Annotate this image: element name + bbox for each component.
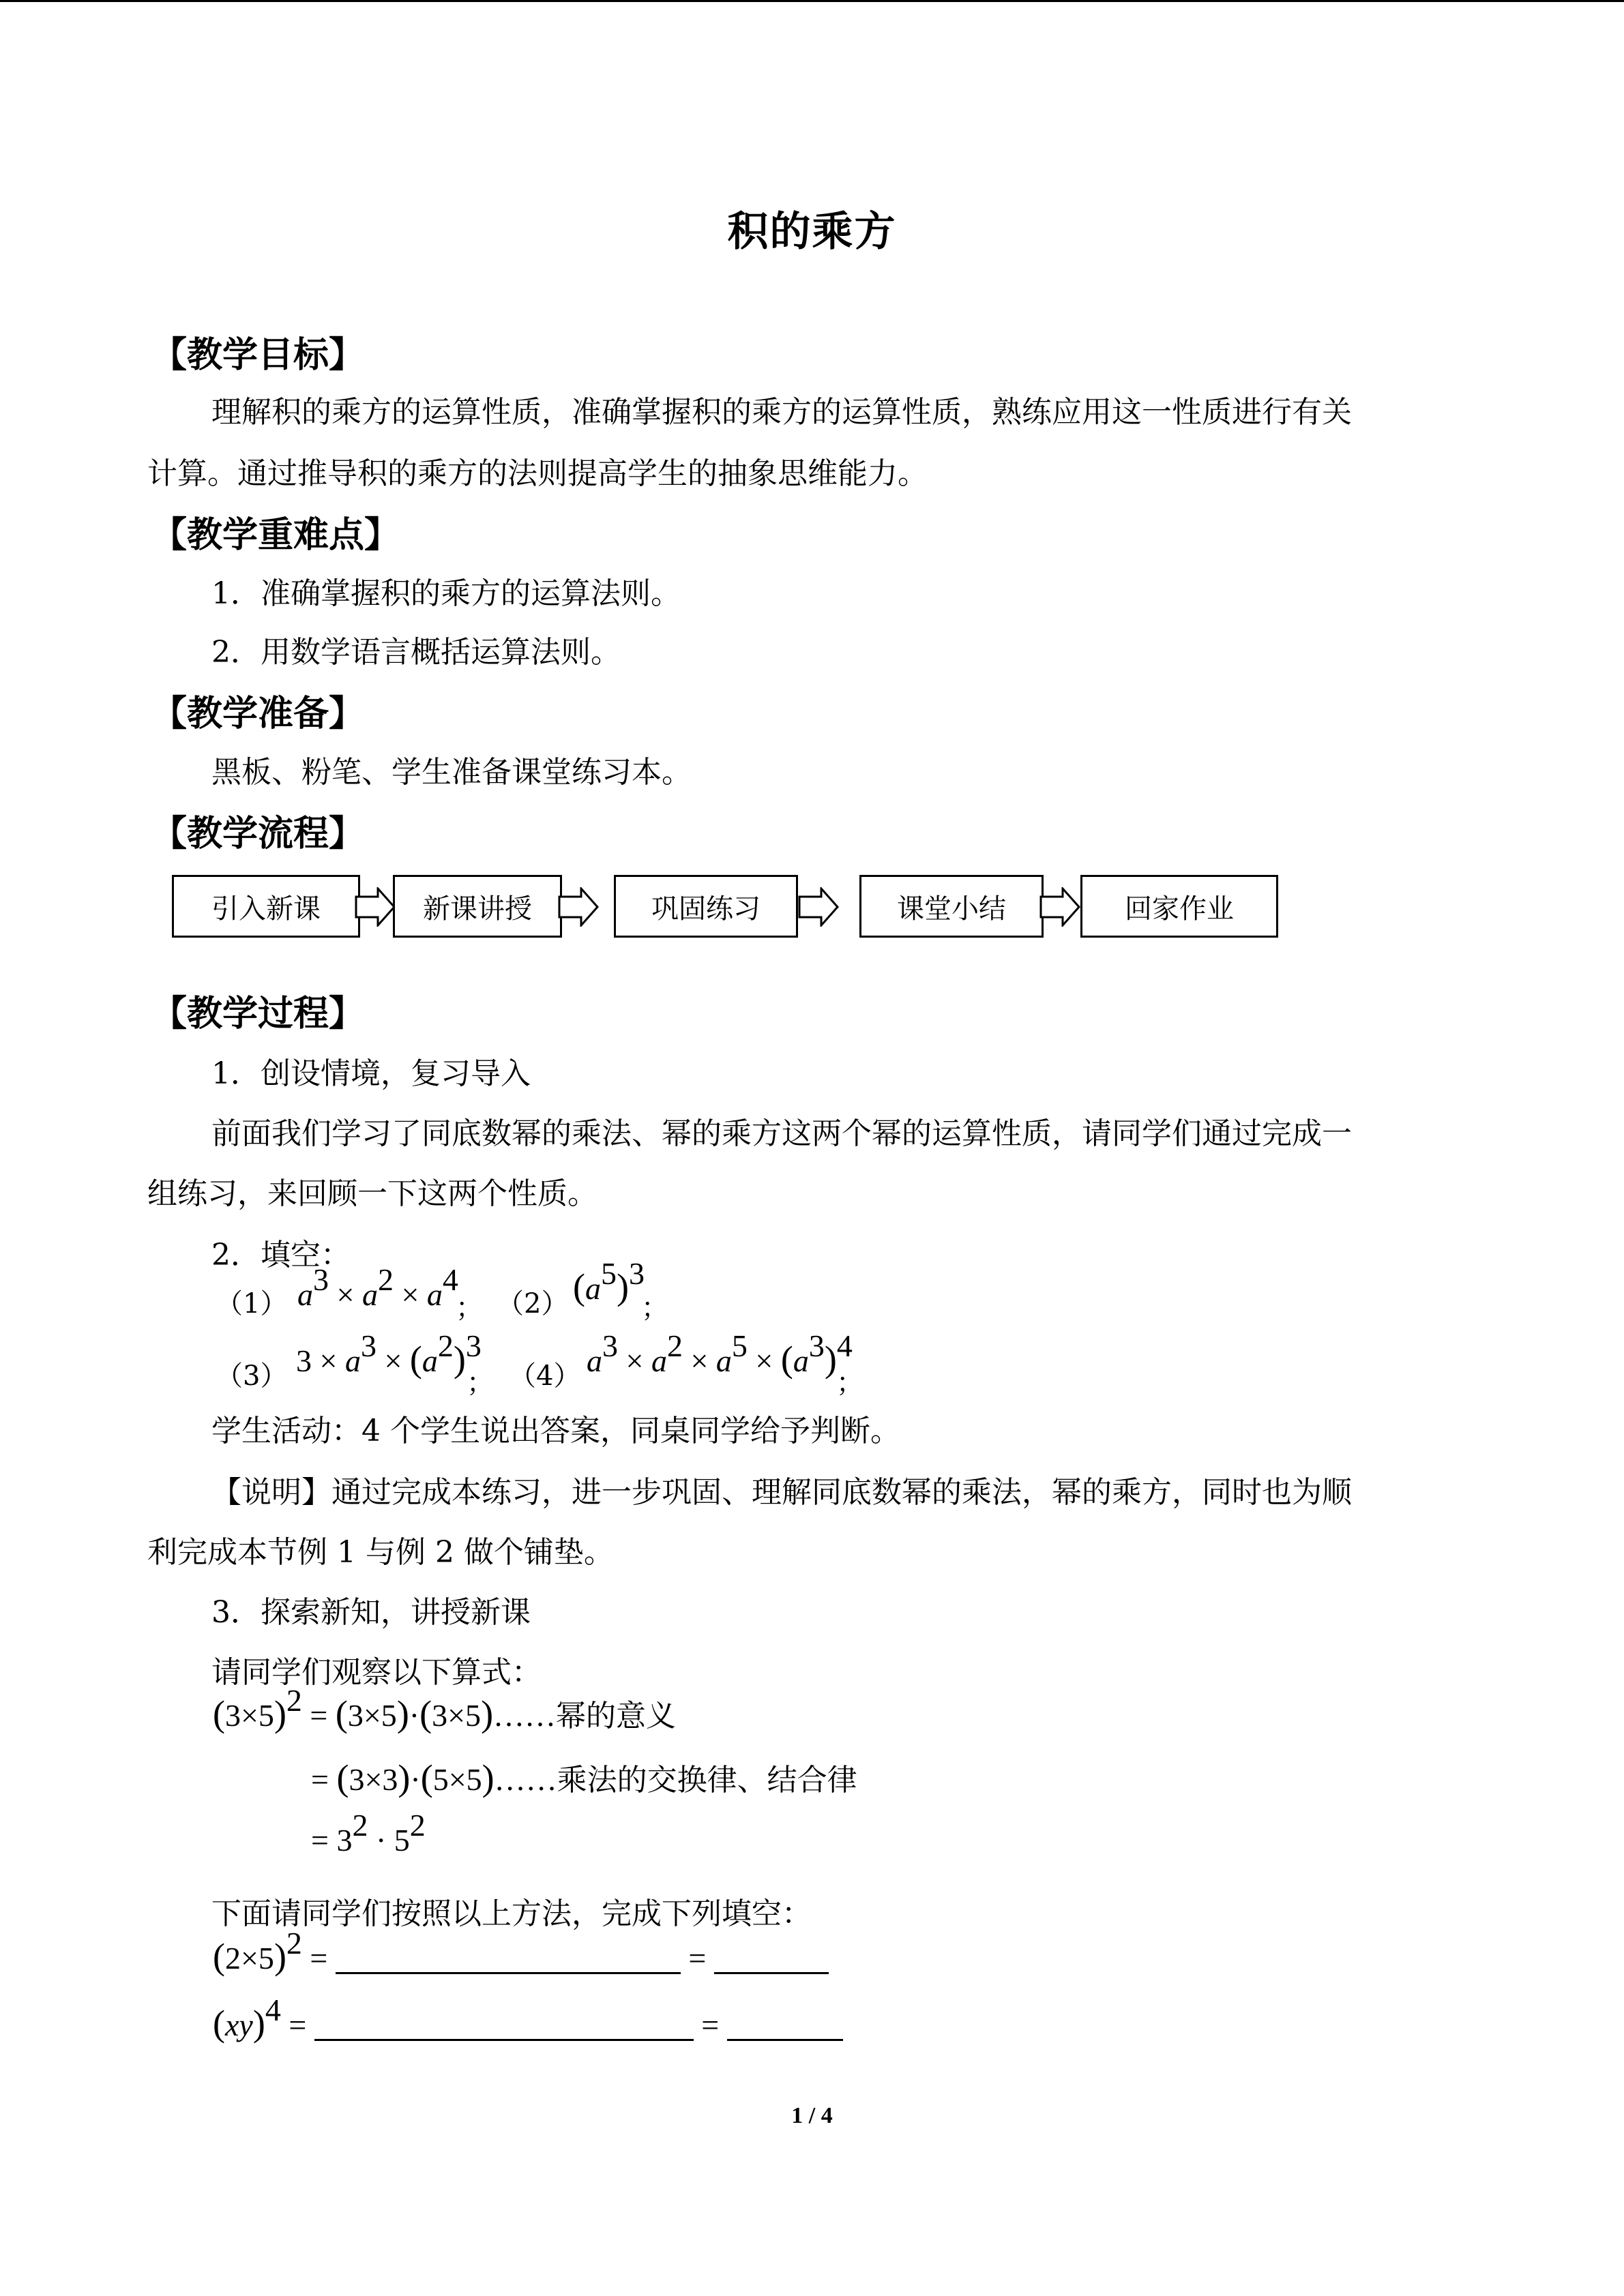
- question-4-formula: $a^3 \times a^2 \times a^5 \times (a^3)^4$: [587, 1328, 853, 1380]
- objectives-line-1: 理解积的乘方的运算性质，准确掌握积的乘方的运算性质，熟练应用这一性质进行有关: [211, 395, 1352, 430]
- derivation-note-1: 幂的意义: [556, 1699, 677, 1733]
- process-step-3-title: 3．探索新知，讲授新课: [211, 1595, 531, 1630]
- student-activity: 学生活动：4 个学生说出答案，同桌同学给予判断。: [211, 1414, 900, 1448]
- question-4-label: （4）: [509, 1360, 581, 1392]
- question-2-label: （2）: [497, 1288, 569, 1320]
- semicolon: ；: [467, 1367, 494, 1399]
- flow-step-1: 引入新课: [172, 875, 360, 938]
- derivation-line-2: = (3×3)·(5×5)……乘法的交换律、结合律: [311, 1757, 857, 1798]
- question-1-label: （1）: [216, 1288, 288, 1320]
- heading-objectives: 【教学目标】: [151, 335, 365, 376]
- answer-blank[interactable]: [314, 2039, 694, 2041]
- flow-step-3: 巩固练习: [614, 875, 798, 938]
- note-line-2: 利完成本节例 1 与例 2 做个铺垫。: [147, 1535, 614, 1570]
- process-step-1-line-1: 前面我们学习了同底数幂的乘法、幂的乘方这两个幂的运算性质，请同学们通过完成一: [211, 1116, 1352, 1151]
- question-3-label: （3）: [216, 1360, 288, 1392]
- flow-arrow-icon: [558, 887, 599, 927]
- answer-blank[interactable]: [336, 1972, 681, 1974]
- flow-step-5: 回家作业: [1080, 875, 1278, 938]
- page-number: 1 / 4: [791, 2103, 833, 2128]
- note-line-1: 【说明】通过完成本练习，进一步巩固、理解同底数幂的乘法，幂的乘方，同时也为顺: [211, 1475, 1352, 1510]
- page-title: 积的乘方: [727, 208, 897, 256]
- flow-arrow-icon: [1039, 887, 1080, 927]
- flow-step-2: 新课讲授: [393, 875, 562, 938]
- process-step-1-line-2: 组练习，来回顾一下这两个性质。: [147, 1176, 597, 1211]
- heading-process: 【教学过程】: [151, 994, 365, 1034]
- flow-arrow-icon: [798, 887, 839, 927]
- question-2-formula: $(a^5)^3$: [573, 1256, 645, 1307]
- derivation-note-2: 乘法的交换律、结合律: [557, 1763, 857, 1798]
- heading-preparation: 【教学准备】: [151, 694, 365, 734]
- fill-line-1: $(2\times 5)^2$ = =: [213, 1935, 829, 1978]
- question-1-formula: $a^3 \times a^2 \times a^4$: [297, 1262, 458, 1312]
- keypoint-item-2: 2．用数学语言概括运算法则。: [211, 635, 621, 670]
- answer-blank[interactable]: [727, 2039, 843, 2041]
- heading-flow: 【教学流程】: [151, 814, 365, 854]
- keypoint-item-1: 1．准确掌握积的乘方的运算法则。: [211, 576, 681, 611]
- preparation-text: 黑板、粉笔、学生准备课堂练习本。: [211, 755, 692, 790]
- derivation-line-3: = $3^2 \cdot 5^2$: [311, 1808, 426, 1858]
- observe-intro: 请同学们观察以下算式：: [211, 1655, 542, 1690]
- flow-step-4: 课堂小结: [859, 875, 1044, 938]
- derivation-line-1: $(3\times 5)^2$ = (3×5)·(3×5)……幂的意义: [213, 1683, 677, 1734]
- semicolon: ；: [836, 1367, 863, 1399]
- question-3-formula: $3 \times a^3 \times (a^2)^3$: [296, 1328, 482, 1380]
- heading-keypoints: 【教学重难点】: [151, 515, 400, 556]
- answer-blank[interactable]: [714, 1972, 829, 1974]
- process-step-1-title: 1．创设情境，复习导入: [211, 1056, 531, 1091]
- flow-arrow-icon: [355, 887, 396, 927]
- top-border: [0, 0, 1624, 2]
- fill-intro: 下面请同学们按照以上方法，完成下列填空：: [211, 1896, 812, 1931]
- fill-line-2: (xy)$^4$ = =: [213, 2002, 843, 2044]
- objectives-line-2: 计算。通过推导积的乘方的法则提高学生的抽象思维能力。: [147, 456, 928, 491]
- semicolon: ；: [456, 1292, 483, 1324]
- semicolon: ；: [641, 1292, 668, 1324]
- process-step-2-title: 2．填空：: [211, 1238, 351, 1272]
